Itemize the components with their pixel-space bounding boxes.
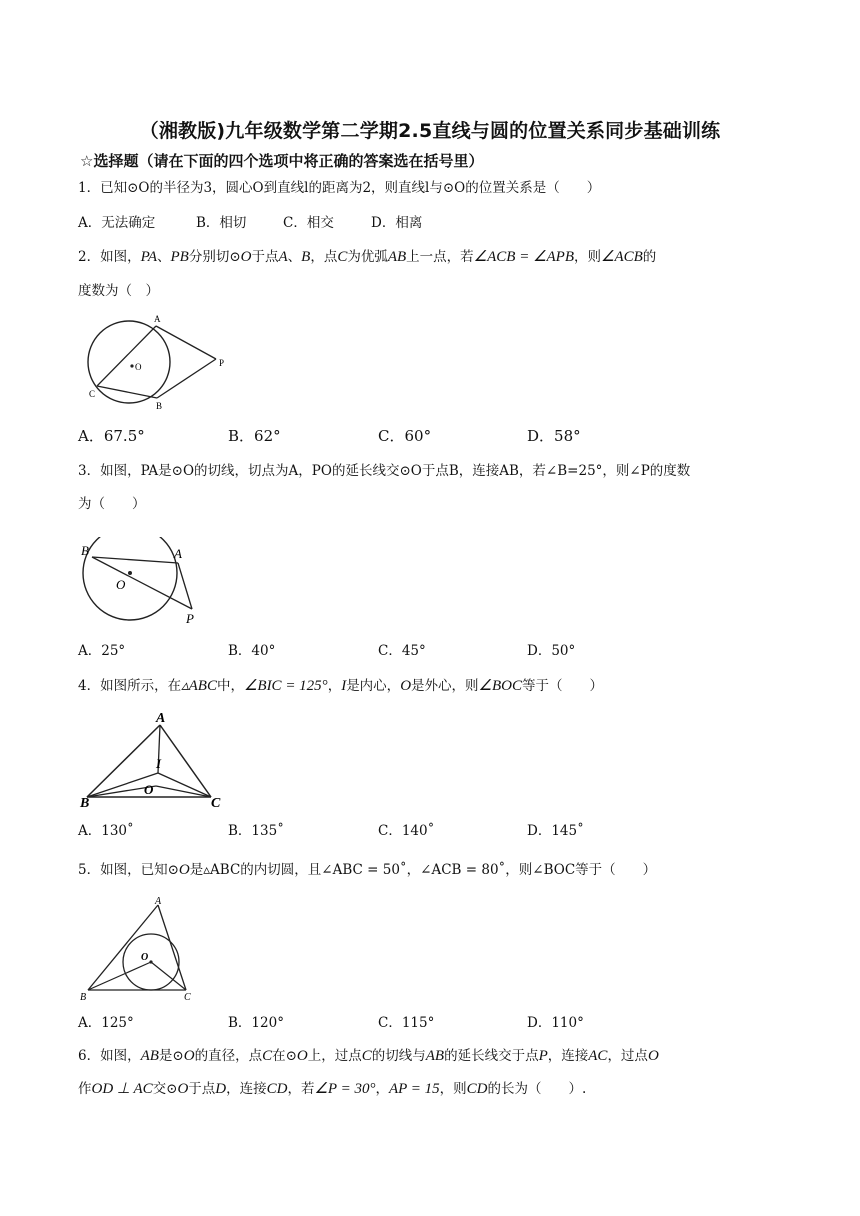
q4-option-c[interactable]: C．140˚	[378, 823, 435, 839]
q3-center-dot	[128, 571, 132, 575]
q5-side-ac	[158, 905, 186, 990]
q5-stem: 5．如图，已知⊙O是▵ABC的内切圆，且∠ABC = 50˚，∠ACB = 80˚，则∠BOC等于（ ）	[78, 862, 657, 878]
q4-option-b[interactable]: B．135˚	[228, 823, 284, 839]
q3-figure	[76, 537, 206, 627]
q4-segment-co	[156, 786, 211, 797]
q4-label-c: C	[211, 796, 221, 810]
q4-option-a[interactable]: A．130˚	[78, 823, 134, 839]
q3-label-p: P	[186, 611, 194, 626]
q4-option-d[interactable]: D．145˚	[527, 823, 584, 839]
q5-option-c[interactable]: C．115°	[378, 1015, 435, 1031]
q3-label-o: O	[116, 577, 126, 592]
q4-label-a: A	[156, 711, 166, 726]
q2-stem-line2: 度数为（ ）	[78, 283, 159, 299]
q5-label-o: O	[141, 952, 149, 963]
q4-label-b: B	[80, 796, 90, 810]
q3-option-b[interactable]: B．40°	[228, 643, 276, 659]
q5-center-dot	[149, 960, 152, 963]
q4-side-ac	[160, 725, 211, 797]
q2-option-d[interactable]: D．58°	[527, 427, 581, 445]
q6-stem-line1: 6．如图，AB是⊙O的直径，点C在⊙O上，过点C的切线与AB的延长线交于点P，连接AC，过点O	[78, 1048, 659, 1064]
q3-option-a[interactable]: A．25°	[78, 643, 126, 659]
q2-label-p: P	[219, 358, 225, 368]
q6-stem-line2: 作OD ⊥ AC交⊙O于点D，连接CD，若∠P = 30°，AP = 15，则CD的长为（ ）.	[78, 1081, 587, 1097]
q1-option-c[interactable]: C．相交	[283, 215, 334, 231]
q5-option-b[interactable]: B．120°	[228, 1015, 284, 1031]
q5-side-ab	[88, 905, 158, 990]
q5-option-d[interactable]: D．110°	[527, 1015, 584, 1031]
q3-option-c[interactable]: C．45°	[378, 643, 426, 659]
q3-stem-line1: 3．如图，PA是⊙O的切线，切点为A，PO的延长线交⊙O于点B，连接AB，若∠B=25°，则∠P的度数	[78, 463, 691, 479]
q5-label-a: A	[155, 896, 162, 907]
q1-option-a[interactable]: A．无法确定	[78, 215, 156, 231]
q2-label-b: B	[156, 401, 163, 411]
q2-option-a[interactable]: A．67.5°	[78, 427, 145, 445]
q3-option-d[interactable]: D．50°	[527, 643, 576, 659]
q4-stem: 4．如图所示，在▵ABC中，∠BIC = 125°，I是内心，O是外心，则∠BOC等于（ ）	[78, 678, 603, 694]
worksheet-title: （湘教版)九年级数学第二学期2.5直线与圆的位置关系同步基础训练	[139, 120, 721, 142]
q2-label-o: O	[135, 362, 142, 372]
q3-secant-bp	[92, 557, 192, 609]
q4-label-i: I	[156, 756, 162, 771]
q3-label-a: A	[174, 546, 182, 561]
q2-label-c: C	[89, 389, 96, 399]
q5-label-c: C	[184, 992, 191, 1003]
q2-option-c[interactable]: C．60°	[378, 427, 432, 445]
q5-option-a[interactable]: A．125°	[78, 1015, 134, 1031]
q2-figure	[82, 312, 232, 412]
q4-figure	[78, 708, 228, 810]
q2-stem-line1: 2．如图，PA、PB分别切⊙O于点A、B，点C为优弧AB上一点，若∠ACB = ∠APB，则∠ACB的	[78, 249, 657, 265]
q5-figure	[78, 893, 198, 1003]
q1-stem: 1．已知⊙O的半径为3，圆心O到直线l的距离为2，则直线l与⊙O的位置关系是（ ）	[78, 180, 601, 196]
q5-label-b: B	[80, 992, 87, 1003]
q2-option-b[interactable]: B．62°	[228, 427, 281, 445]
q2-center-dot	[130, 364, 133, 367]
q2-circle	[88, 321, 170, 403]
q2-label-a: A	[154, 314, 161, 324]
q3-chord-ab	[92, 557, 178, 563]
q2-chord-ca	[97, 326, 156, 386]
q3-stem-line2: 为（ ）	[78, 496, 146, 512]
q3-label-b: B	[81, 543, 89, 558]
q1-option-d[interactable]: D．相离	[371, 215, 423, 231]
q3-circle	[83, 537, 177, 620]
q4-label-o: O	[144, 782, 154, 797]
q1-option-b[interactable]: B．相切	[196, 215, 247, 231]
q5-segment-bo	[88, 962, 151, 990]
section-heading: ☆选择题（请在下面的四个选项中将正确的答案选在括号里）	[80, 152, 484, 170]
